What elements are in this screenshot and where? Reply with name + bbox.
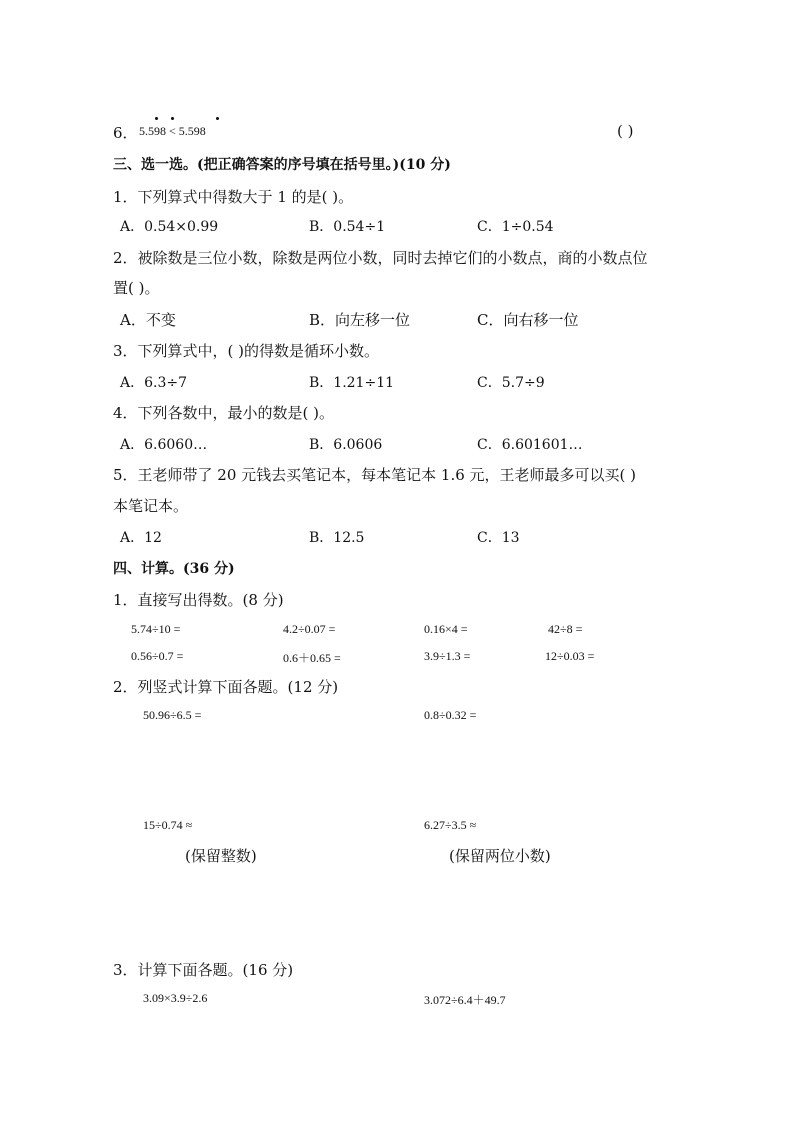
mixed-calc-item: 3.072÷6.4＋49.7 bbox=[424, 993, 506, 1007]
option-b: B．向左移一位 bbox=[309, 311, 411, 329]
repeating-dot bbox=[216, 117, 219, 120]
direct-calc-item: 4.2÷0.07 = bbox=[283, 622, 336, 636]
part1-heading: 1．直接写出得数。(8 分) bbox=[113, 591, 284, 609]
direct-calc-item: 5.74÷10 = bbox=[131, 622, 181, 636]
vertical-calc-item: 6.27÷3.5 ≈ bbox=[424, 818, 477, 832]
option-a: A．12 bbox=[120, 530, 162, 546]
section3-title: 三、选一选。(把正确答案的序号填在括号里。)(10 分) bbox=[113, 157, 451, 173]
repeating-dot bbox=[155, 117, 158, 120]
question-5-cont: 本笔记本。 bbox=[113, 497, 189, 515]
option-b: B．6.0606 bbox=[309, 437, 383, 453]
question-5: 5．王老师带了 20 元钱去买笔记本，每本笔记本 1.6 元，王老师最多可以买( ) bbox=[113, 466, 637, 484]
option-b: B．0.54÷1 bbox=[309, 219, 386, 235]
direct-calc-item: 12÷0.03 = bbox=[545, 649, 595, 663]
option-b: B．12.5 bbox=[309, 530, 365, 546]
part2-heading: 2．列竖式计算下面各题。(12 分) bbox=[113, 678, 339, 696]
option-c: C．1÷0.54 bbox=[477, 219, 554, 235]
question-4: 4．下列各数中，最小的数是( )。 bbox=[113, 404, 335, 422]
vertical-calc-item: 0.8÷0.32 = bbox=[424, 708, 477, 722]
direct-calc-item: 0.16×4 = bbox=[424, 622, 468, 636]
option-c: C．向右移一位 bbox=[477, 311, 579, 329]
question-2: 2．被除数是三位小数，除数是两位小数，同时去掉它们的小数点，商的小数点位 bbox=[113, 249, 648, 267]
option-a: A．0.54×0.99 bbox=[120, 219, 219, 235]
direct-calc-item: 3.9÷1.3 = bbox=[424, 649, 471, 663]
vertical-calc-item: 50.96÷6.5 = bbox=[143, 708, 202, 722]
direct-calc-item: 42÷8 = bbox=[548, 622, 583, 636]
option-c: C．13 bbox=[477, 530, 520, 546]
mixed-calc-item: 3.09×3.9÷2.6 bbox=[143, 991, 208, 1005]
rounding-note: (保留整数) bbox=[185, 847, 257, 865]
item6-expression: 5.598 < 5.598 bbox=[139, 124, 206, 138]
option-c: C．6.601601… bbox=[477, 437, 583, 453]
direct-calc-item: 0.56÷0.7 = bbox=[131, 649, 184, 663]
repeating-dot bbox=[171, 117, 174, 120]
direct-calc-item: 0.6＋0.65 = bbox=[283, 651, 341, 665]
option-c: C．5.7÷9 bbox=[477, 375, 545, 391]
question-2-cont: 置( )。 bbox=[113, 279, 160, 297]
option-b: B．1.21÷11 bbox=[309, 375, 395, 391]
part3-heading: 3．计算下面各题。(16 分) bbox=[113, 961, 294, 979]
rounding-note: (保留两位小数) bbox=[449, 847, 551, 865]
vertical-calc-item: 15÷0.74 ≈ bbox=[143, 818, 193, 832]
option-a: A．6.3÷7 bbox=[120, 375, 188, 391]
option-a: A．不变 bbox=[120, 311, 176, 329]
question-1: 1．下列算式中得数大于 1 的是( )。 bbox=[113, 188, 354, 206]
item6-number: 6． bbox=[113, 124, 138, 142]
answer-blank: ( ) bbox=[617, 122, 634, 140]
section4-title: 四、计算。(36 分) bbox=[113, 561, 235, 577]
option-a: A．6.6060… bbox=[120, 437, 208, 453]
question-3: 3．下列算式中，( )的得数是循环小数。 bbox=[113, 342, 380, 360]
